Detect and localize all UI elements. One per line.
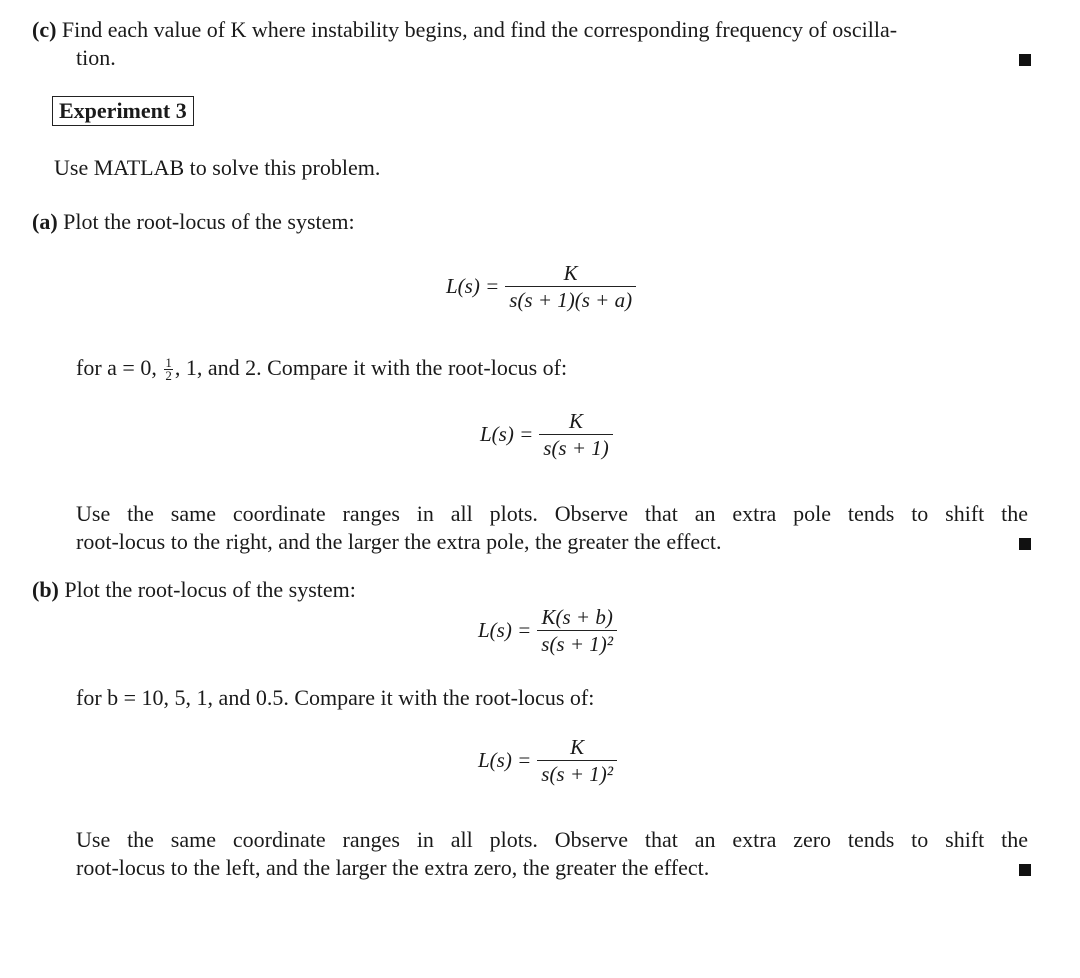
equation-b1-lhs: L(s) = (478, 618, 532, 642)
equation-b1-fraction (537, 604, 617, 657)
part-a-prompt: Plot the root-locus of the system: (63, 209, 355, 234)
part-b-note-line1: Use the same coordinate ranges in all plots. Observe that an extra zero tends to shift the (76, 827, 1028, 852)
part-c-line1: Find each value of K where instability begins, and find the corresponding frequency of oscilla- (61, 17, 898, 42)
equation-b2-numerator: K (570, 735, 585, 759)
equation-a1 (446, 260, 636, 313)
equation-a2-denominator: s(s + 1) (539, 434, 613, 461)
equation-a2-lhs: L(s) = (480, 422, 534, 446)
part-a-for-pre: for a = 0, (76, 355, 157, 380)
part-a-heading (32, 208, 355, 236)
experiment-title: Experiment 3 (52, 96, 194, 126)
part-b-prompt: Plot the root-locus of the system: (64, 577, 356, 602)
equation-b2-fraction (537, 734, 617, 787)
part-b-for-line: for b = 10, 5, 1, and 0.5. Compare it with the root-locus of: (76, 685, 595, 710)
equation-a1-fraction (505, 260, 636, 313)
intro-text: Use MATLAB to solve this problem. (54, 155, 381, 180)
part-a-for-post: , 1, and 2. Compare it with the root-locus of: (174, 355, 568, 380)
part-b-note (76, 826, 1028, 882)
part-c-text (32, 16, 1032, 44)
equation-b2 (478, 734, 617, 787)
equation-b1 (478, 604, 617, 657)
part-b-label: (b) (32, 577, 59, 602)
equation-a2-fraction (539, 408, 613, 461)
equation-a2 (480, 408, 613, 461)
one-half-fraction: $\frac{1}{2}$ (165, 355, 172, 384)
qed-mark-a (1019, 538, 1031, 550)
qed-mark-c (1019, 54, 1031, 66)
part-c-line2: tion. (76, 45, 116, 70)
part-a-note-line1: Use the same coordinate ranges in all plots. Observe that an extra pole tends to shift the (76, 501, 1028, 526)
equation-a1-lhs: L(s) = (446, 274, 500, 298)
part-b-heading (32, 576, 356, 604)
part-b-note-line2: root-locus to the left, and the larger the extra zero, the greater the effect. (76, 855, 710, 880)
equation-b1-denominator: s(s + 1)² (537, 630, 617, 657)
equation-a1-numerator: K (563, 261, 578, 285)
part-a-for-line (76, 354, 567, 382)
qed-mark-b (1019, 864, 1031, 876)
part-c-label: (c) (32, 17, 57, 42)
equation-b2-denominator: s(s + 1)² (537, 760, 617, 787)
part-a-note (76, 500, 1028, 556)
equation-a1-denominator: s(s + 1)(s + a) (505, 286, 636, 313)
equation-b2-lhs: L(s) = (478, 748, 532, 772)
equation-a2-numerator: K (569, 409, 584, 433)
part-a-note-line2: root-locus to the right, and the larger the extra pole, the greater the effect. (76, 529, 722, 554)
part-a-label: (a) (32, 209, 58, 234)
equation-b1-numerator: K(s + b) (541, 605, 613, 629)
